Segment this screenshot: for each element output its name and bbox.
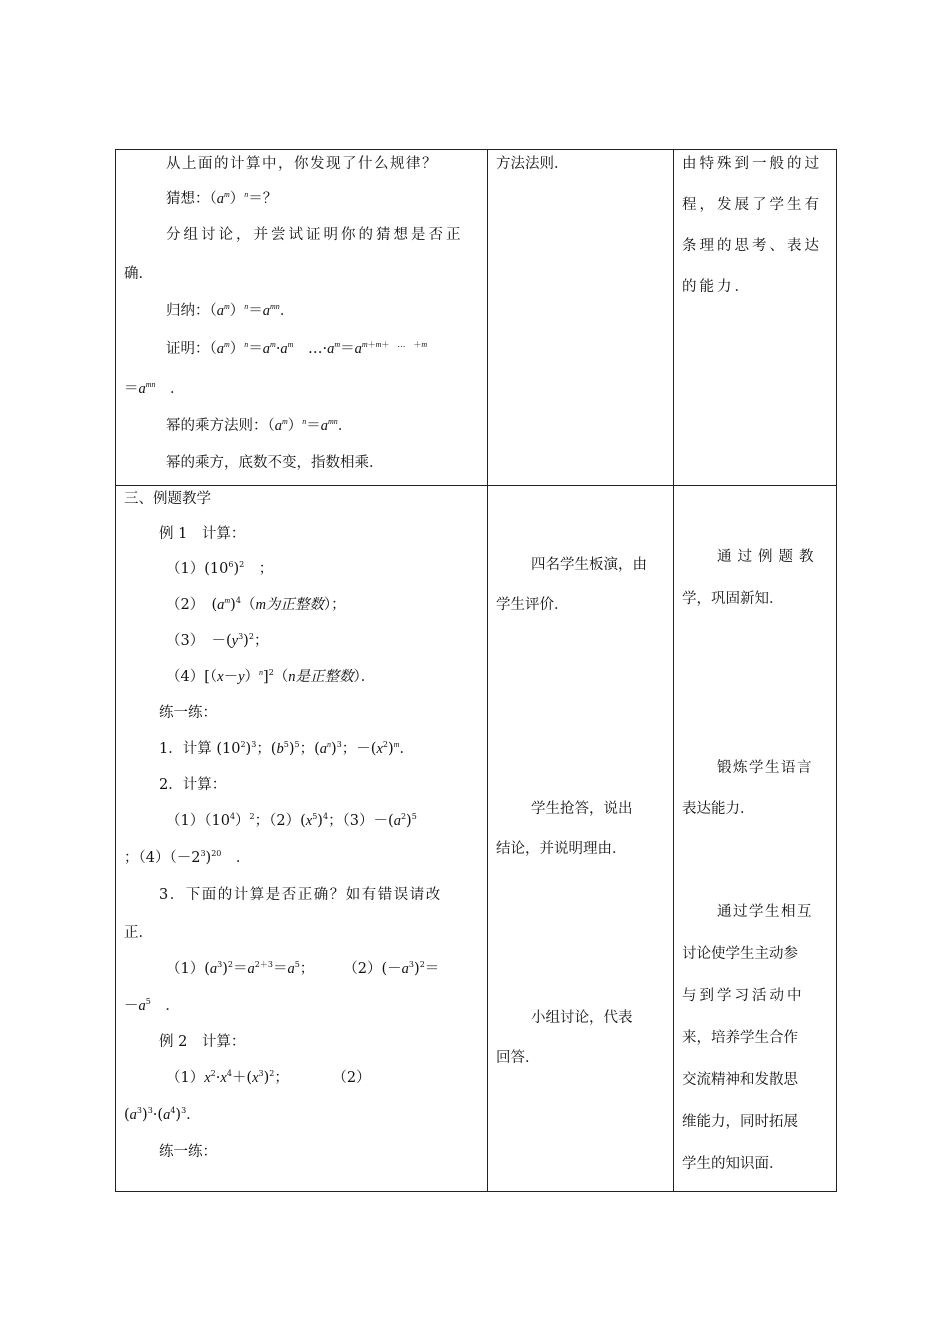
power-rule-label: 幂的乘方法则： (166, 418, 268, 434)
text-line: 四名学生板演，由 (531, 557, 647, 573)
practice-heading: 2．计算： (159, 777, 227, 793)
text-line: 学生抢答，说出 (531, 801, 633, 817)
practice-line: $(1)(a^3)^2=a^{2+3}=a^5$； $(2)(-a^3)^2=$ (166, 960, 440, 977)
text-line: 交流精神和发散思 (682, 1072, 798, 1088)
guess-line: 猜想：$(a^m)^n=$？ (166, 190, 278, 207)
text-line: 表达能力． (682, 801, 755, 817)
text-line: 幂的乘方，底数不变，指数相乘． (166, 455, 384, 471)
text-line: 条理的思考、表达 (682, 238, 822, 254)
text-line: 与到学习活动中 (682, 988, 805, 1004)
example-2-heading: 例 2 计算： (159, 1034, 246, 1050)
text-line: 通过例题教 (717, 549, 820, 565)
text-line: 来，培养学生合作 (682, 1030, 798, 1046)
text-line: 讨论使学生主动参 (682, 946, 798, 962)
practice-line: 1．计算 $(10^2)^3$；$(b^5)^5$；$(a^n)^3$；$-(x^2)^m$． (159, 740, 414, 757)
text-line: 学生评价． (496, 597, 569, 613)
text-line: 学生的知识面． (682, 1156, 784, 1172)
practice-label: 1．计算 (159, 741, 212, 757)
power-rule-line: 幂的乘方法则：$(a^m)^n=a^{mn}$． (166, 417, 353, 434)
section-heading: 三、例题教学 (124, 491, 211, 507)
proof-label: 证明： (166, 341, 210, 357)
problem-line: $(1)(10^6)^2$ ； (166, 560, 274, 577)
text-line: 确． (124, 266, 153, 282)
design-intent-cell (674, 486, 837, 1192)
problem-line: （2） $(a^m)^4(m$为正整数）； (166, 596, 346, 613)
text-line: 由特殊到一般的过 (682, 156, 822, 172)
text-line: 程，发展了学生有 (682, 197, 822, 213)
text-line: 小组讨论，代表 (531, 1010, 633, 1026)
practice-line: $(1)(10^4)^2$；$(2)(x^5)^4$；$(3)-(a^2)^5$ (166, 812, 417, 829)
practice-heading: 练一练： (159, 705, 217, 721)
table-row (116, 150, 837, 486)
text-line: 分组讨论，并尝试证明你的猜想是否正 (166, 227, 464, 243)
student-activity-cell (488, 486, 674, 1192)
text-line: 从上面的计算中，你发现了什么规律？ (166, 156, 438, 172)
proof-line: 证明：$(a^m)^n=a^m\cdot a^m$ $\dots\cdot a^m=a^{m+m+ \dots +m}$ (166, 340, 428, 357)
design-intent-cell (674, 150, 837, 486)
problem-line: $(1)x^2\cdot x^4+(x^3)^2$； （2） (166, 1069, 371, 1086)
teaching-content-cell (116, 150, 488, 486)
induction-label: 归纳： (166, 303, 210, 319)
student-activity-cell (488, 150, 674, 486)
practice-line: ；$(4)(-2^3)^{20}$ ． (124, 849, 251, 866)
problem-line: （3） $-(y^3)^2$； (166, 632, 269, 649)
text-line: 结论，并说明理由． (496, 841, 627, 857)
lesson-plan-table (115, 149, 837, 1192)
text-line: 3．下面的计算是否正确？如有错误请改 (159, 887, 442, 903)
problem-note: n是正整数 (288, 669, 354, 685)
text-line: 维能力，同时拓展 (682, 1114, 798, 1130)
induction-line: 归纳：$(a^m)^n=a^{mn}$． (166, 302, 295, 319)
practice-line: $-a^5$ ． (124, 997, 180, 1014)
text-line: 正． (124, 925, 153, 941)
problem-line: $(a^3)^3\cdot(a^4)^3$． (124, 1106, 201, 1123)
text-line: 方法法则． (496, 156, 569, 172)
proof-result-line: $=a^{mn}$ ． (124, 380, 185, 397)
text-line: 通过学生相互 (717, 904, 813, 920)
table-row (116, 486, 837, 1192)
text-line: 锻炼学生语言 (717, 760, 813, 776)
example-1-heading: 例 1 计算： (159, 526, 246, 542)
guess-label: 猜想： (166, 191, 210, 207)
problem-line: $(4)[(x-y)^n]^2(n$是正整数）． (166, 668, 376, 685)
practice-heading: 练一练： (159, 1144, 217, 1160)
problem-note: m为正整数 (255, 597, 324, 613)
text-line: 的能力． (682, 279, 752, 295)
text-line: 学，巩固新知． (682, 591, 784, 607)
text-line: 回答． (496, 1050, 540, 1066)
teaching-content-cell (116, 486, 488, 1192)
